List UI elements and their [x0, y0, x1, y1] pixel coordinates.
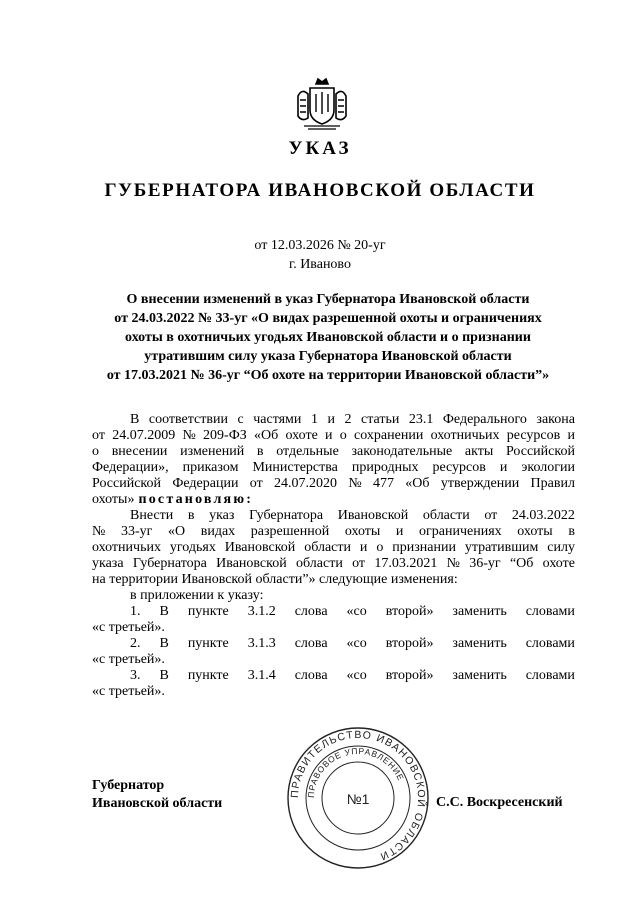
word: «Об — [254, 428, 279, 443]
word: Ивановской — [337, 508, 409, 523]
body-line — [92, 524, 575, 540]
word: В — [159, 668, 169, 683]
word: Ивановской — [224, 540, 296, 555]
word: 2 — [344, 412, 352, 427]
position-line: Ивановской области — [92, 796, 223, 811]
word: В — [130, 412, 140, 427]
word: от — [92, 428, 105, 443]
title-line: утратившим силу указа Губернатора Ивановской области — [144, 349, 512, 364]
word: 3.1.2 — [247, 604, 276, 619]
body-line — [92, 444, 575, 460]
word: о — [339, 428, 347, 443]
stamp-inner-text: ПРАВОВОЕ УПРАВЛЕНИЕ — [305, 745, 407, 799]
word: № — [182, 428, 196, 443]
word: акты — [464, 444, 494, 459]
word: второй» — [385, 636, 434, 651]
word: словами — [525, 604, 575, 619]
stamp-ring-text: ПРАВИТЕЛЬСТВО ИВАНОВСКОЙ ОБЛАСТИ — [288, 728, 428, 863]
word: и — [325, 428, 333, 443]
signatory-position — [92, 777, 222, 813]
word: в — [187, 508, 195, 523]
title-line: от 17.03.2021 № 36-уг “Об охоте на территории Ивановской области”» — [106, 368, 550, 383]
word: второй» — [385, 668, 434, 683]
word: В — [159, 636, 169, 651]
body-text: на территории Ивановской области”» следующие изменения: — [92, 572, 458, 587]
word: от — [249, 476, 263, 491]
word: заменить — [452, 668, 507, 683]
word: в — [568, 524, 575, 539]
word: закона — [536, 412, 575, 427]
word: отдельные — [276, 444, 339, 459]
position-line: Губернатор — [92, 778, 165, 793]
amendment-item — [92, 668, 575, 684]
word: соответствии — [148, 412, 228, 427]
body-line — [92, 428, 575, 444]
word: заменить — [452, 604, 507, 619]
word: указ — [209, 508, 235, 523]
body-text: «с третьей». — [92, 652, 165, 667]
word: приказом — [182, 460, 239, 475]
title-line: от 24.03.2022 № 33-уг «О видах разрешенной охоты и ограничениях — [114, 311, 542, 326]
word: 17.03.2021 — [374, 556, 438, 571]
word: пункте — [187, 636, 229, 651]
word: Федерации», — [92, 460, 169, 475]
word: от — [484, 508, 498, 523]
word: указа — [92, 556, 124, 571]
word: охоты — [517, 524, 553, 539]
word: 209-ФЗ — [203, 428, 247, 443]
word: статьи — [360, 412, 400, 427]
word: слова — [294, 668, 328, 683]
word: 24.07.2020 — [274, 476, 337, 491]
word: сохранении — [354, 428, 424, 443]
word: Губернатора — [249, 508, 324, 523]
body-line — [92, 476, 575, 492]
word: и — [499, 460, 508, 475]
word: законодательные — [351, 444, 453, 459]
word: Губернатора — [132, 556, 207, 571]
body-text: охоты» — [92, 492, 135, 507]
word: и — [395, 524, 404, 539]
word: второй» — [385, 604, 434, 619]
word: Министерства — [252, 460, 338, 475]
word: «со — [346, 604, 367, 619]
word: 23.1 — [408, 412, 434, 427]
word: заменить — [452, 636, 507, 651]
word: словами — [525, 668, 575, 683]
word: и — [567, 428, 575, 443]
word: 3.1.4 — [247, 668, 276, 683]
word: и — [359, 540, 368, 555]
document-city: г. Иваново — [289, 257, 351, 272]
word: словами — [525, 636, 575, 651]
word: с — [237, 412, 244, 427]
body-line — [92, 556, 575, 572]
issuer-heading: ГУБЕРНАТОРА ИВАНОВСКОЙ ОБЛАСТИ — [104, 180, 536, 201]
word: “Об — [509, 556, 534, 571]
word: В — [159, 604, 169, 619]
document-body — [92, 412, 575, 700]
word: пункте — [187, 668, 229, 683]
stamp-number: №1 — [346, 791, 370, 807]
word: 477 — [372, 476, 394, 491]
word: № — [446, 556, 460, 571]
word: Российской — [505, 444, 575, 459]
official-stamp — [284, 724, 432, 872]
word: области — [422, 508, 470, 523]
word: утратившим — [464, 540, 539, 555]
amendment-intro: в приложении к указу: — [130, 588, 264, 603]
body-line — [92, 492, 575, 508]
word: охотничьих — [430, 428, 500, 443]
word: «со — [346, 636, 367, 651]
document-title — [80, 290, 576, 385]
body-line — [92, 412, 575, 428]
word: Внести — [130, 508, 174, 523]
signatory-name: С.С. Воскресенский — [436, 795, 563, 810]
word: пункте — [187, 604, 229, 619]
word: 3.1.3 — [247, 636, 276, 651]
word: разрешенной — [250, 524, 330, 539]
word: и — [327, 412, 335, 427]
word: видах — [200, 524, 236, 539]
word: области — [304, 540, 352, 555]
word: о — [376, 540, 384, 555]
word: 24.07.2009 — [112, 428, 176, 443]
word: утверждении — [440, 476, 520, 491]
word: от — [352, 556, 366, 571]
word: внесении — [111, 444, 168, 459]
word: 36-уг — [469, 556, 501, 571]
amendment-item-tail — [92, 684, 575, 700]
word: Федерального — [442, 412, 527, 427]
word: охоте — [542, 556, 575, 571]
document-date-number: от 12.03.2026 № 20-уг — [254, 238, 386, 253]
body-line — [92, 540, 575, 556]
word: Российской — [92, 476, 161, 491]
word: № — [348, 476, 362, 491]
body-text: «с третьей». — [92, 684, 165, 699]
word: изменений — [180, 444, 245, 459]
word: ограничениях — [419, 524, 502, 539]
word: «Об — [405, 476, 430, 491]
amendment-item-tail — [92, 620, 575, 636]
word: экологии — [521, 460, 575, 475]
word: области — [296, 556, 343, 571]
word: Федерации — [172, 476, 239, 491]
word: в — [256, 444, 264, 459]
word: ресурсов — [506, 428, 561, 443]
item-number: 3. — [130, 668, 141, 683]
word: угодьях — [169, 540, 216, 555]
word: 24.03.2022 — [511, 508, 575, 523]
word: № — [92, 524, 106, 539]
item-number: 2. — [130, 636, 141, 651]
item-number: 1. — [130, 604, 141, 619]
word: охоты — [344, 524, 381, 539]
amendment-item-tail — [92, 652, 575, 668]
word: охотничьих — [92, 540, 161, 555]
word: «О — [167, 524, 186, 539]
body-line — [92, 508, 575, 524]
word: о — [92, 444, 99, 459]
word: частями — [253, 412, 302, 427]
word: «со — [346, 668, 367, 683]
word: силу — [547, 540, 575, 555]
document-type: УКАЗ — [288, 138, 352, 159]
word: природных — [351, 460, 419, 475]
body-text: «с третьей». — [92, 620, 165, 635]
body-line — [92, 588, 575, 604]
title-line: охоты в охотничьих угодьях Ивановской области и о признании — [125, 330, 531, 345]
amendment-item — [92, 636, 575, 652]
body-line — [92, 572, 575, 588]
word: слова — [294, 636, 328, 651]
word: ресурсов — [432, 460, 486, 475]
body-line — [92, 460, 575, 476]
decree-word: постановляю: — [138, 492, 254, 507]
word: охоте — [285, 428, 318, 443]
word: 33-уг — [120, 524, 153, 539]
word: слова — [294, 604, 328, 619]
title-line: О внесении изменений в указ Губернатора Ивановской области — [126, 292, 530, 307]
word: 1 — [310, 412, 318, 427]
word: Правил — [530, 476, 575, 491]
word: Ивановской — [216, 556, 287, 571]
coat-of-arms-icon — [290, 70, 354, 134]
word: признании — [392, 540, 456, 555]
amendment-item — [92, 604, 575, 620]
